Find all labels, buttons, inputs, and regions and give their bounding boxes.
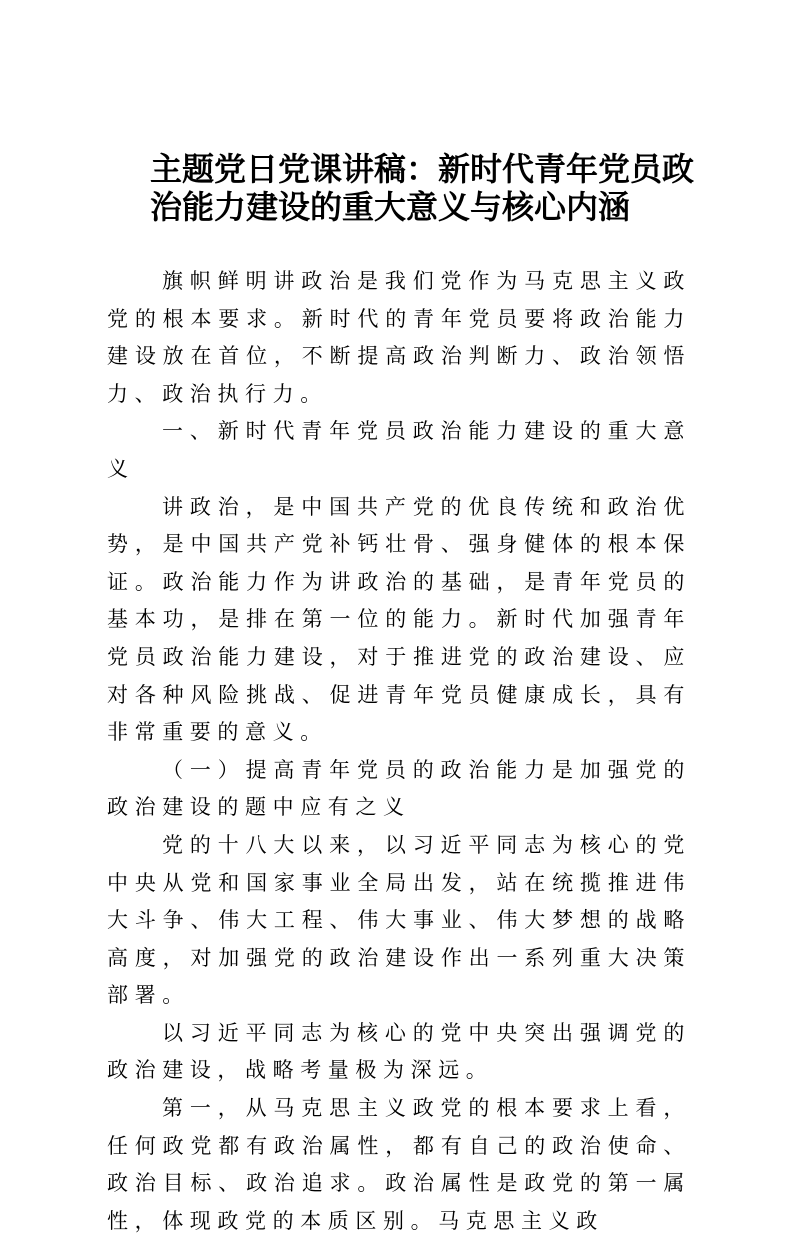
document-body [107,263,691,1240]
section-heading-1: 一、新时代青年党员政治能力建设的重大意义 [107,419,691,481]
body-paragraph: 讲政治，是中国共产党的优良传统和政治优势，是中国共产党补钙壮骨、强身健体的根本保证。政治能力作为讲政治的基础，是青年党员的基本功，是排在第一位的能力。新时代加强青年党员政治能力建设，对于推进党的政治建设、应对各种风险挑战、促进青年党员健康成长，具有非常重要的意义。 [107,494,691,745]
body-paragraph: 第一，从马克思主义政党的根本要求上看，任何政党都有政治属性，都有自己的政治使命、政治目标、政治追求。政治属性是政党的第一属性，体现政党的本质区别。马克思主义政 [107,1096,691,1233]
intro-paragraph: 旗帜鲜明讲政治是我们党作为马克思主义政党的根本要求。新时代的青年党员要将政治能力建设放在首位，不断提高政治判断力、政治领悟力、政治执行力。 [107,269,691,406]
body-paragraph: 党的十八大以来，以习近平同志为核心的党中央从党和国家事业全局出发，站在统揽推进伟大斗争、伟大工程、伟大事业、伟大梦想的战略高度，对加强党的政治建设作出一系列重大决策部署。 [107,832,691,1008]
body-paragraph: 以习近平同志为核心的党中央突出强调党的政治建设，战略考量极为深远。 [107,1020,691,1083]
subsection-heading-1: （一）提高青年党员的政治能力是加强党的政治建设的题中应有之义 [107,757,691,820]
document-title: 主题党日党课讲稿：新时代青年党员政治能力建设的重大意义与核心内涵 [150,150,695,226]
